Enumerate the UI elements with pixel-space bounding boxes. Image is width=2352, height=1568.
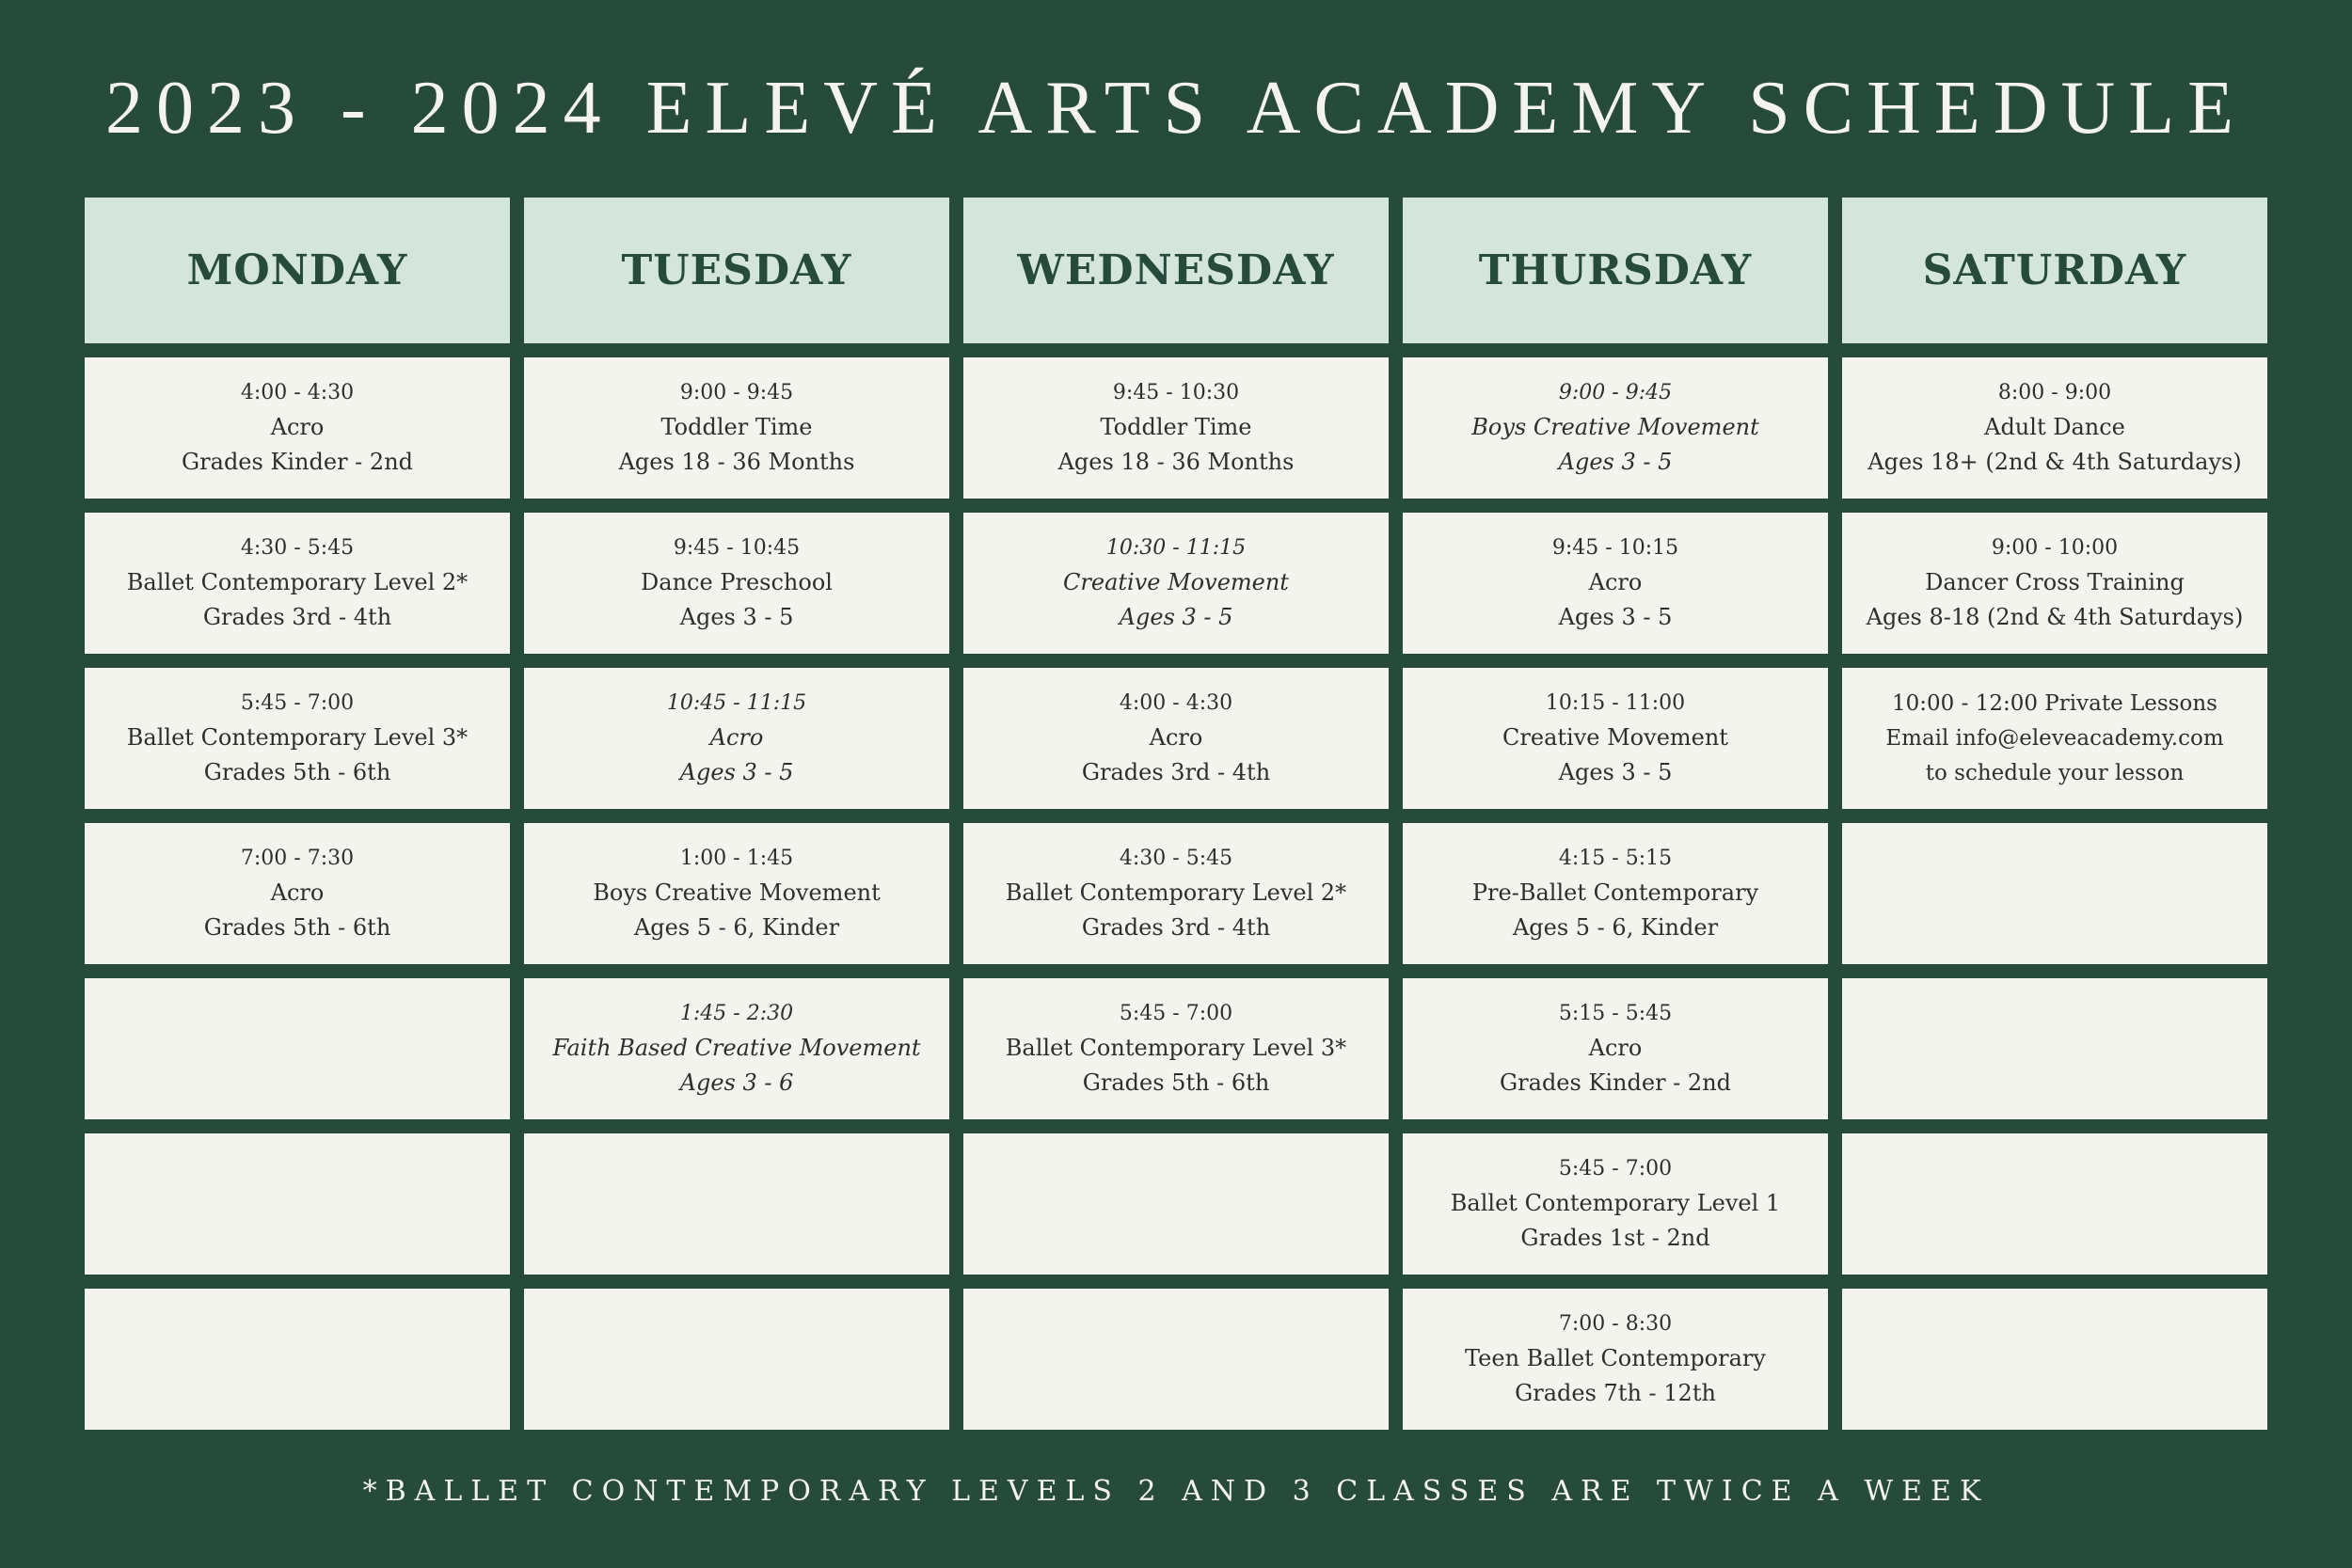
day-column-wednesday [963,198,1389,1444]
footnote: *BALLET CONTEMPORARY LEVELS 2 AND 3 CLASSES ARE TWICE A WEEK [362,1475,1990,1508]
class-time: 4:30 - 5:45 [240,536,355,560]
empty-slot [85,1289,510,1430]
day-column-tuesday [524,198,949,1444]
class-ages: Grades Kinder - 2nd [1499,1069,1732,1096]
class-time: 7:00 - 8:30 [1558,1312,1673,1336]
class-slot [1403,1289,1828,1430]
class-name: Ballet Contemporary Level 2* [126,569,469,595]
class-ages: Ages 3 - 6 [679,1069,794,1096]
class-name: Ballet Contemporary Level 3* [1005,1035,1347,1061]
class-slot [85,668,510,809]
class-ages: Grades 1st - 2nd [1520,1225,1710,1251]
class-ages: Grades 7th - 12th [1515,1380,1716,1406]
class-slot [524,823,949,964]
class-ages: Ages 3 - 5 [1558,449,1673,475]
class-time: 9:45 - 10:45 [673,536,801,560]
class-name: Creative Movement [1063,569,1289,595]
schedule-title: 2023 - 2024 ELEVÉ ARTS ACADEMY SCHEDULE [105,67,2247,150]
day-column-monday [85,198,510,1444]
class-name: Creative Movement [1502,724,1728,751]
day-header: SATURDAY [1842,198,2267,343]
class-ages: Ages 3 - 5 [1558,604,1673,630]
class-name: Acro [1149,724,1203,751]
class-slot [524,513,949,654]
empty-slot [85,1133,510,1275]
empty-slot [963,1133,1389,1275]
class-ages: Grades 3rd - 4th [1081,914,1271,941]
day-header: MONDAY [85,198,510,343]
class-name: Ballet Contemporary Level 2* [1005,879,1347,906]
class-name: Boys Creative Movement [1471,414,1759,440]
class-slot [1403,978,1828,1119]
class-slot [1403,513,1828,654]
empty-slot [524,1133,949,1275]
class-slot [963,668,1389,809]
empty-slot [85,978,510,1119]
class-time: 10:45 - 11:15 [666,691,807,715]
class-ages: Ages 8-18 (2nd & 4th Saturdays) [1866,604,2244,630]
class-ages: Ages 3 - 5 [1119,604,1233,630]
empty-slot [1842,1289,2267,1430]
class-time: 4:00 - 4:30 [240,381,355,404]
class-slot [524,668,949,809]
class-ages: Ages 18+ (2nd & 4th Saturdays) [1867,449,2242,475]
class-ages: Grades 3rd - 4th [1081,759,1271,785]
info-line: 10:00 - 12:00 Private Lessons [1892,690,2217,716]
class-slot [963,823,1389,964]
class-time: 1:00 - 1:45 [679,847,794,870]
day-column-thursday [1403,198,1828,1444]
class-ages: Ages 5 - 6, Kinder [1512,914,1719,941]
schedule-grid [85,198,2268,1444]
class-slot [1403,668,1828,809]
empty-slot [963,1289,1389,1430]
class-ages: Ages 18 - 36 Months [1057,449,1295,475]
class-ages: Ages 3 - 5 [1558,759,1673,785]
class-name: Toddler Time [660,414,813,440]
class-slot [85,513,510,654]
class-slot [524,357,949,499]
class-slot [85,823,510,964]
class-ages: Ages 3 - 5 [679,759,794,785]
class-ages: Grades 3rd - 4th [202,604,392,630]
day-header: WEDNESDAY [963,198,1389,343]
class-name: Teen Ballet Contemporary [1465,1345,1766,1371]
class-slot [1403,357,1828,499]
class-slot [524,978,949,1119]
info-slot [1842,668,2267,809]
class-time: 10:15 - 11:00 [1545,691,1686,715]
class-slot [1403,1133,1828,1275]
class-time: 9:00 - 9:45 [679,381,794,404]
class-ages: Ages 5 - 6, Kinder [633,914,840,941]
class-slot [1842,513,2267,654]
class-name: Acro [270,879,325,906]
class-name: Acro [1588,569,1643,595]
class-time: 9:45 - 10:15 [1551,536,1679,560]
class-ages: Grades 5th - 6th [203,914,391,941]
class-name: Acro [709,724,764,751]
day-column-saturday [1842,198,2267,1444]
class-time: 9:00 - 9:45 [1558,381,1673,404]
class-name: Dancer Cross Training [1925,569,2185,595]
empty-slot [1842,823,2267,964]
empty-slot [1842,1133,2267,1275]
class-time: 4:30 - 5:45 [1119,847,1233,870]
class-time: 5:15 - 5:45 [1558,1002,1673,1025]
class-ages: Grades 5th - 6th [203,759,391,785]
class-time: 10:30 - 11:15 [1105,536,1247,560]
class-name: Acro [1588,1035,1643,1061]
class-name: Pre-Ballet Contemporary [1471,879,1759,906]
class-slot [963,978,1389,1119]
class-name: Ballet Contemporary Level 1 [1450,1190,1781,1216]
class-time: 1:45 - 2:30 [679,1002,794,1025]
class-time: 9:00 - 10:00 [1991,536,2119,560]
class-time: 9:45 - 10:30 [1112,381,1240,404]
class-ages: Grades Kinder - 2nd [181,449,414,475]
empty-slot [1842,978,2267,1119]
class-slot [963,513,1389,654]
day-header: TUESDAY [524,198,949,343]
class-ages: Ages 3 - 5 [679,604,794,630]
class-name: Faith Based Creative Movement [552,1035,921,1061]
info-line: to schedule your lesson [1925,760,2185,785]
class-name: Dance Preschool [641,569,833,595]
class-slot [963,357,1389,499]
class-name: Boys Creative Movement [593,879,881,906]
class-name: Toddler Time [1100,414,1252,440]
class-slot [85,357,510,499]
class-time: 7:00 - 7:30 [240,847,355,870]
class-time: 8:00 - 9:00 [1997,381,2112,404]
class-time: 4:00 - 4:30 [1119,691,1233,715]
class-ages: Ages 18 - 36 Months [618,449,855,475]
class-time: 5:45 - 7:00 [1558,1157,1673,1180]
class-time: 5:45 - 7:00 [240,691,355,715]
class-time: 4:15 - 5:15 [1558,847,1673,870]
class-name: Acro [270,414,325,440]
info-line: Email info@eleveacademy.com [1885,725,2224,751]
class-time: 5:45 - 7:00 [1119,1002,1233,1025]
class-slot [1403,823,1828,964]
class-name: Adult Dance [1984,414,2125,440]
class-ages: Grades 5th - 6th [1082,1069,1270,1096]
empty-slot [524,1289,949,1430]
day-header: THURSDAY [1403,198,1828,343]
class-slot [1842,357,2267,499]
class-name: Ballet Contemporary Level 3* [126,724,469,751]
